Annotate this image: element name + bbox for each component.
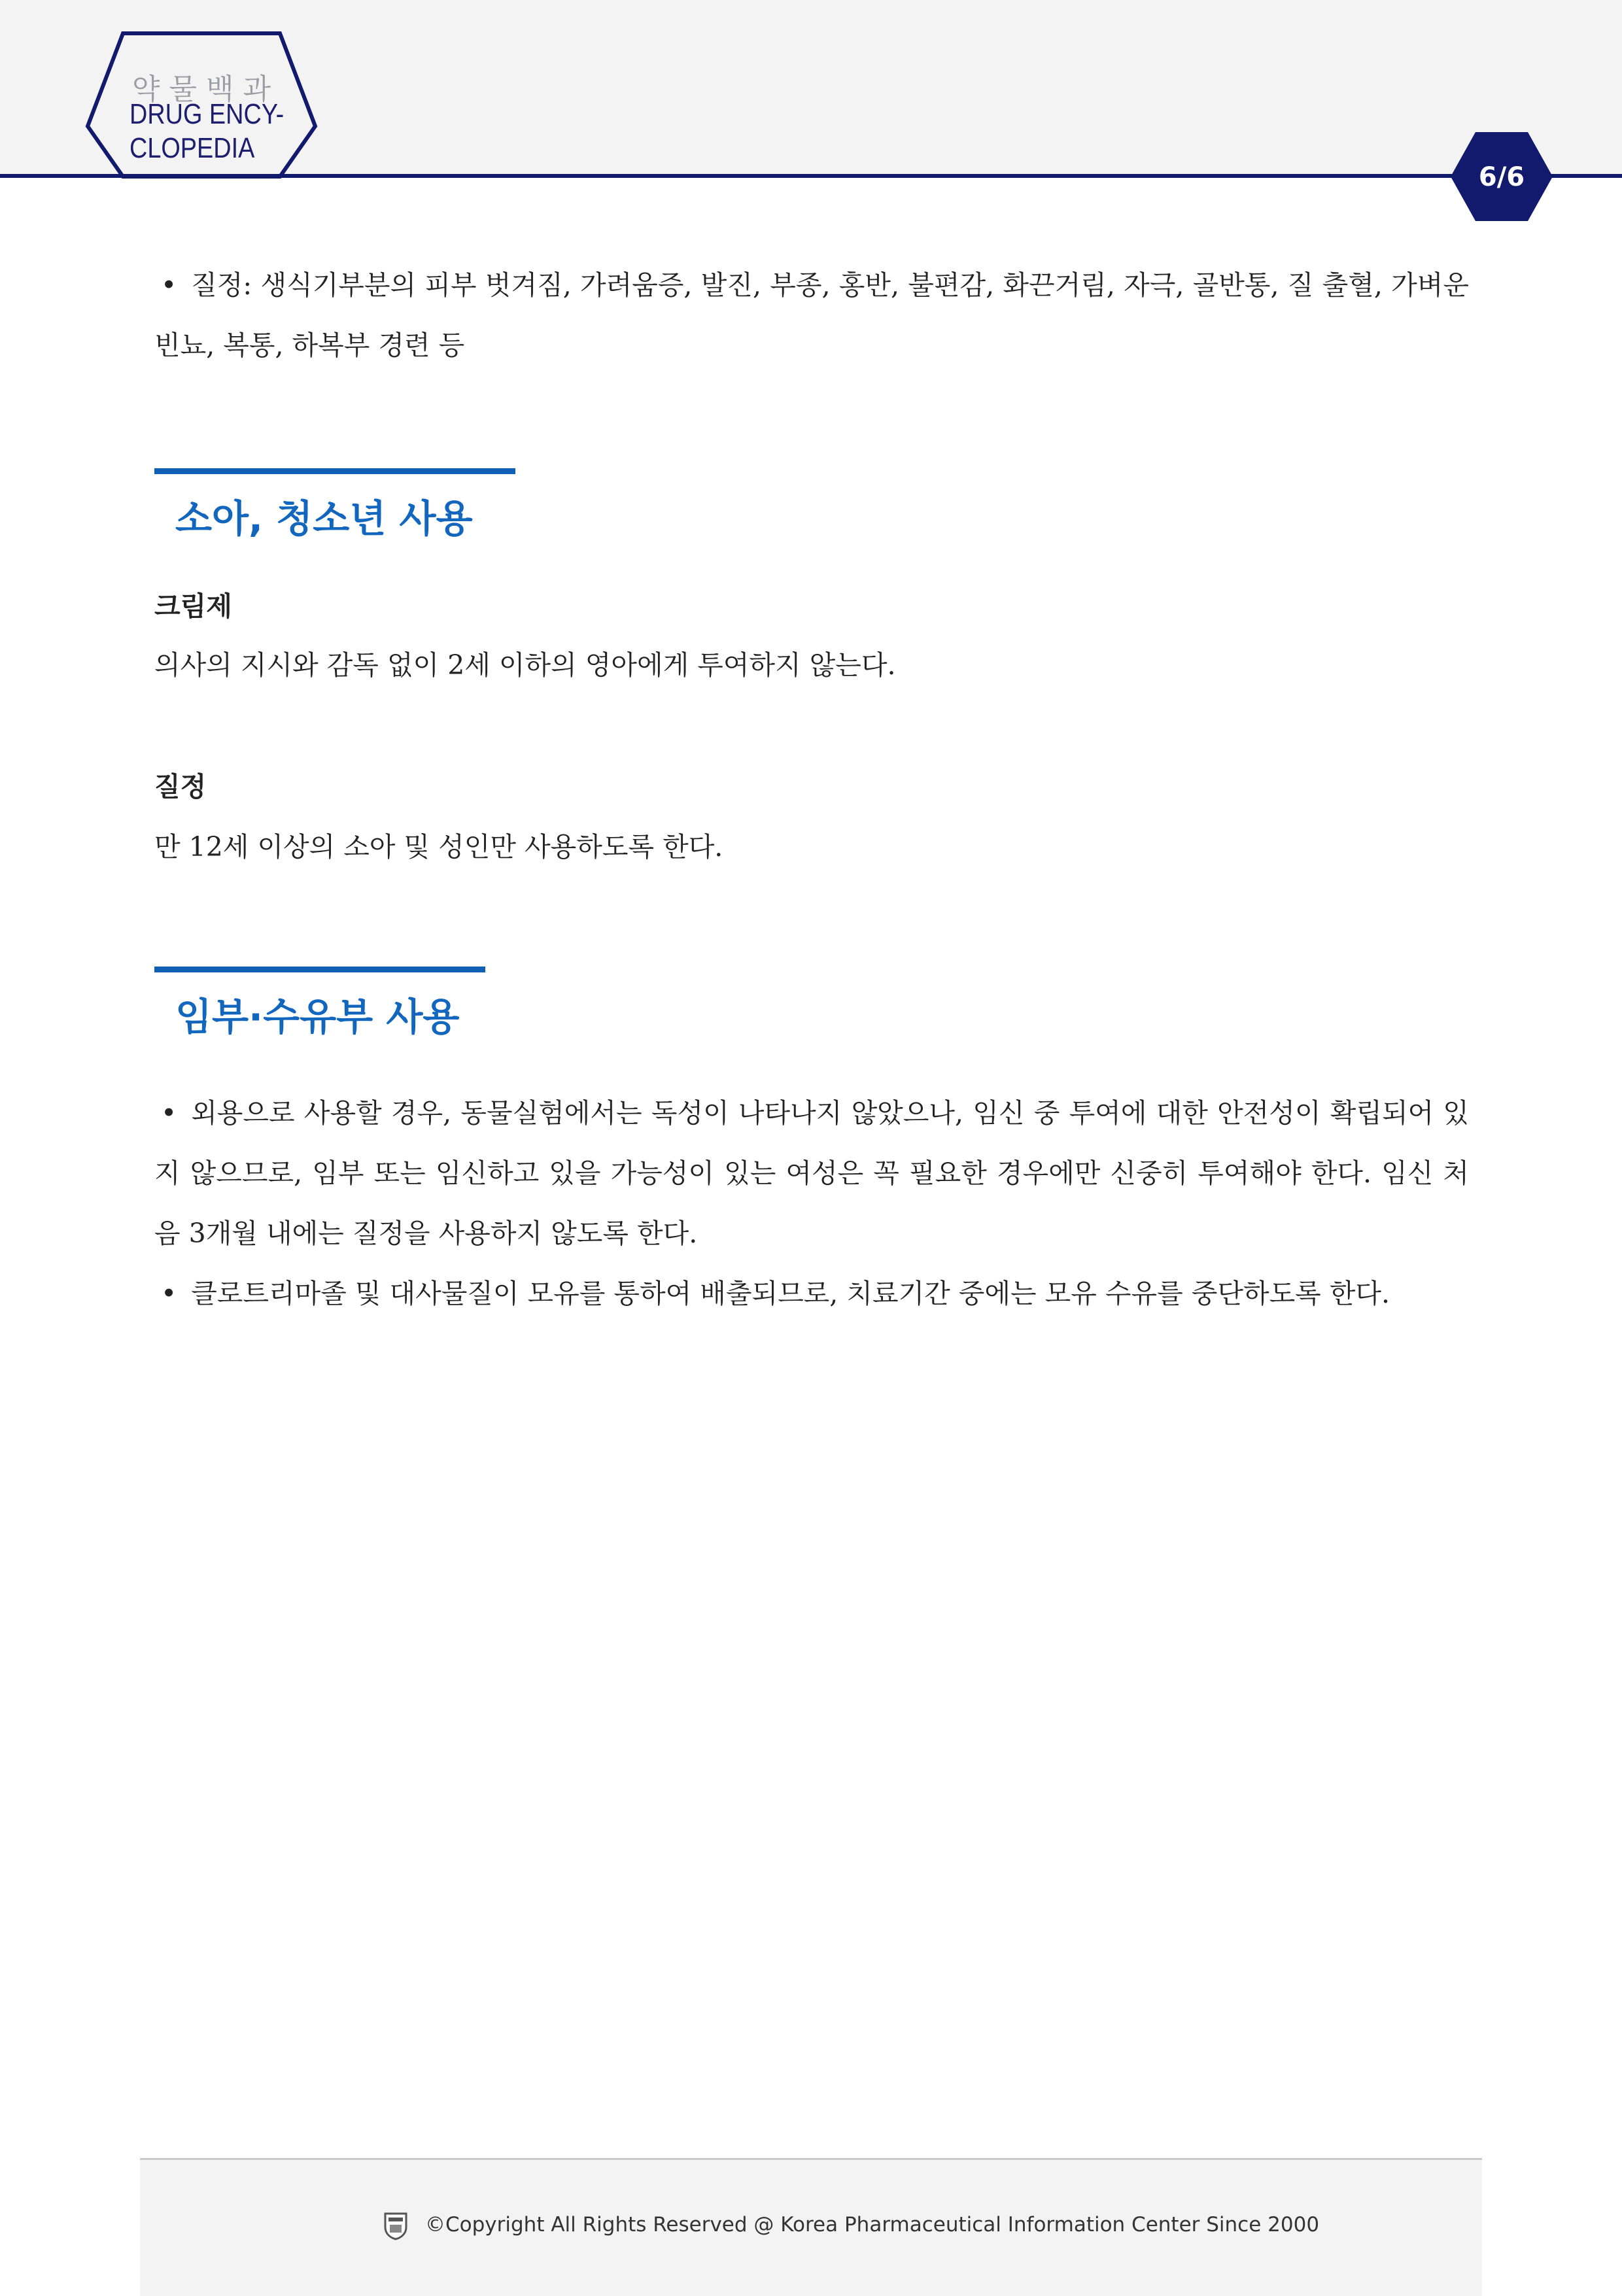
vaginal-text: 만 12세 이상의 소아 및 성인만 사용하도록 한다. — [154, 831, 723, 863]
logo-english-line2: CLOPEDIA — [129, 132, 255, 164]
bullet-icon: • — [161, 269, 177, 301]
footer-copyright: ©Copyright All Rights Reserved @ Korea Pharmaceutical Information Center Since 2000 — [425, 2213, 1320, 2236]
lactation-bullet-text: 클로트리마졸 및 대사물질이 모유를 통하여 배출되므로, 치료기간 중에는 모유 수유를 중단하도록 한다. — [191, 1278, 1390, 1309]
pregnancy-bullet-text: 외용으로 사용할 경우, 동물실험에서는 독성이 나타나지 않았으나, 임신 중 투여에 대한 안전성이 확립되어 있지 않으므로, 임부 또는 임신하고 있을 가능성이 있는 여성은 꼭 필요한 경우에만 신중히 투여해야 한다. 임신 처음 3개월 내에는 질정을 사용하지 않도록 한다. — [154, 1097, 1469, 1249]
lactation-bullet-item — [154, 1263, 1469, 1324]
logo-korean-text: 약물백과 — [132, 73, 281, 106]
bullet-icon: • — [161, 1278, 177, 1309]
intro-bullet-item — [154, 255, 1469, 375]
intro-bullet-text: 질정: 생식기부분의 피부 벗겨짐, 가려움증, 발진, 부종, 홍반, 불편감, 화끈거림, 자극, 골반통, 질 출혈, 가벼운 빈뇨, 복통, 하복부 경련 등 — [154, 269, 1469, 361]
section-bar-pediatric — [154, 468, 515, 474]
cream-text: 의사의 지시와 감독 없이 2세 이하의 영아에게 투여하지 않는다. — [154, 649, 896, 681]
section-title-pregnancy: 임부·수유부 사용 — [175, 995, 460, 1039]
vaginal-heading: 질정 — [154, 771, 207, 802]
pregnancy-bullet-item — [154, 1083, 1469, 1263]
section-title-pediatric: 소아, 청소년 사용 — [175, 496, 473, 541]
cream-heading: 크림제 — [154, 591, 232, 622]
header-divider — [0, 174, 1622, 178]
shield-emblem-icon — [383, 2212, 408, 2240]
section-bar-pregnancy — [154, 967, 485, 972]
logo-english-line1: DRUG ENCY- — [129, 98, 285, 130]
page-indicator: 6/6 — [1478, 162, 1525, 192]
bullet-icon: • — [161, 1097, 177, 1129]
